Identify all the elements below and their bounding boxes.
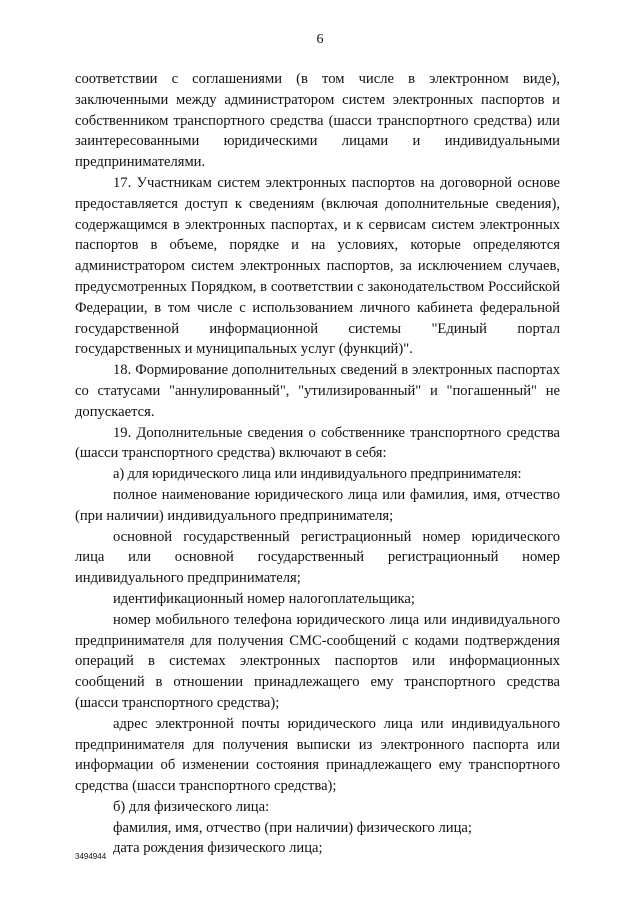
list-item-full-name: полное наименование юридического лица или фамилия, имя, отчество (при наличии) индивидуального предпринимателя; — [75, 486, 560, 524]
list-item-ogrn: основной государственный регистрационный номер юридического лица или основной государственный регистрационный номер индивидуального предпринимателя; — [75, 528, 560, 587]
subclause-b-heading: б) для физического лица: — [113, 798, 270, 815]
paragraph-continuation: соответствии с соглашениями (в том числе в электронном виде), заключенными между администратором систем электронных паспортов и собственником транспортного средства (шасси транспортного средства) или заинтересованными юридическими лицами и индивидуальными предпринимателями. — [75, 71, 560, 171]
page-number: 6 — [316, 32, 324, 47]
paragraph-clause-18: 18. Формирование дополнительных сведений в электронных паспортах со статусами "аннулированный", "утилизированный" и "погашенный" не допускается. — [75, 362, 560, 420]
document-footer-code: 3494944 — [75, 852, 107, 861]
list-item-mobile-phone: номер мобильного телефона юридического лица или индивидуального предпринимателя для получения СМС-сообщений с кодами подтверждения операций в системах электронных паспортов или информационных сообщений в отношении принадлежащего ему транспортного средства (шасси транспортного средства); — [75, 611, 560, 711]
list-item-email: адрес электронной почты юридического лица или индивидуального предпринимателя для получения выписки из электронного паспорта или информации об изменении состояния принадлежащего ему транспортного средства (шасси транспортного средства); — [75, 715, 560, 795]
paragraph-clause-19: 19. Дополнительные сведения о собственнике транспортного средства (шасси транспортного средства) включают в себя: — [75, 424, 560, 462]
list-item-person-name: фамилия, имя, отчество (при наличии) физического лица; — [113, 819, 472, 836]
list-item-inn: идентификационный номер налогоплательщика; — [113, 590, 415, 607]
list-item-birth-date: дата рождения физического лица; — [113, 840, 323, 857]
document-body — [75, 69, 560, 859]
paragraph-clause-17: 17. Участникам систем электронных паспортов на договорной основе предоставляется доступ к сведениям (включая дополнительные сведения), содержащимся в электронных паспортах, и к сервисам систем электронных паспортов в объеме, порядке и на условиях, которые определяются администратором систем электронных паспортов, за исключением случаев, предусмотренных Порядком, в соответствии с законодательством Российской Федерации, в том числе с использованием личного кабинета федеральной государственной информационной системы "Единый портал государственных и муниципальных услуг (функций)". — [75, 174, 560, 358]
subclause-a-heading: а) для юридического лица или индивидуального предпринимателя: — [113, 466, 522, 483]
